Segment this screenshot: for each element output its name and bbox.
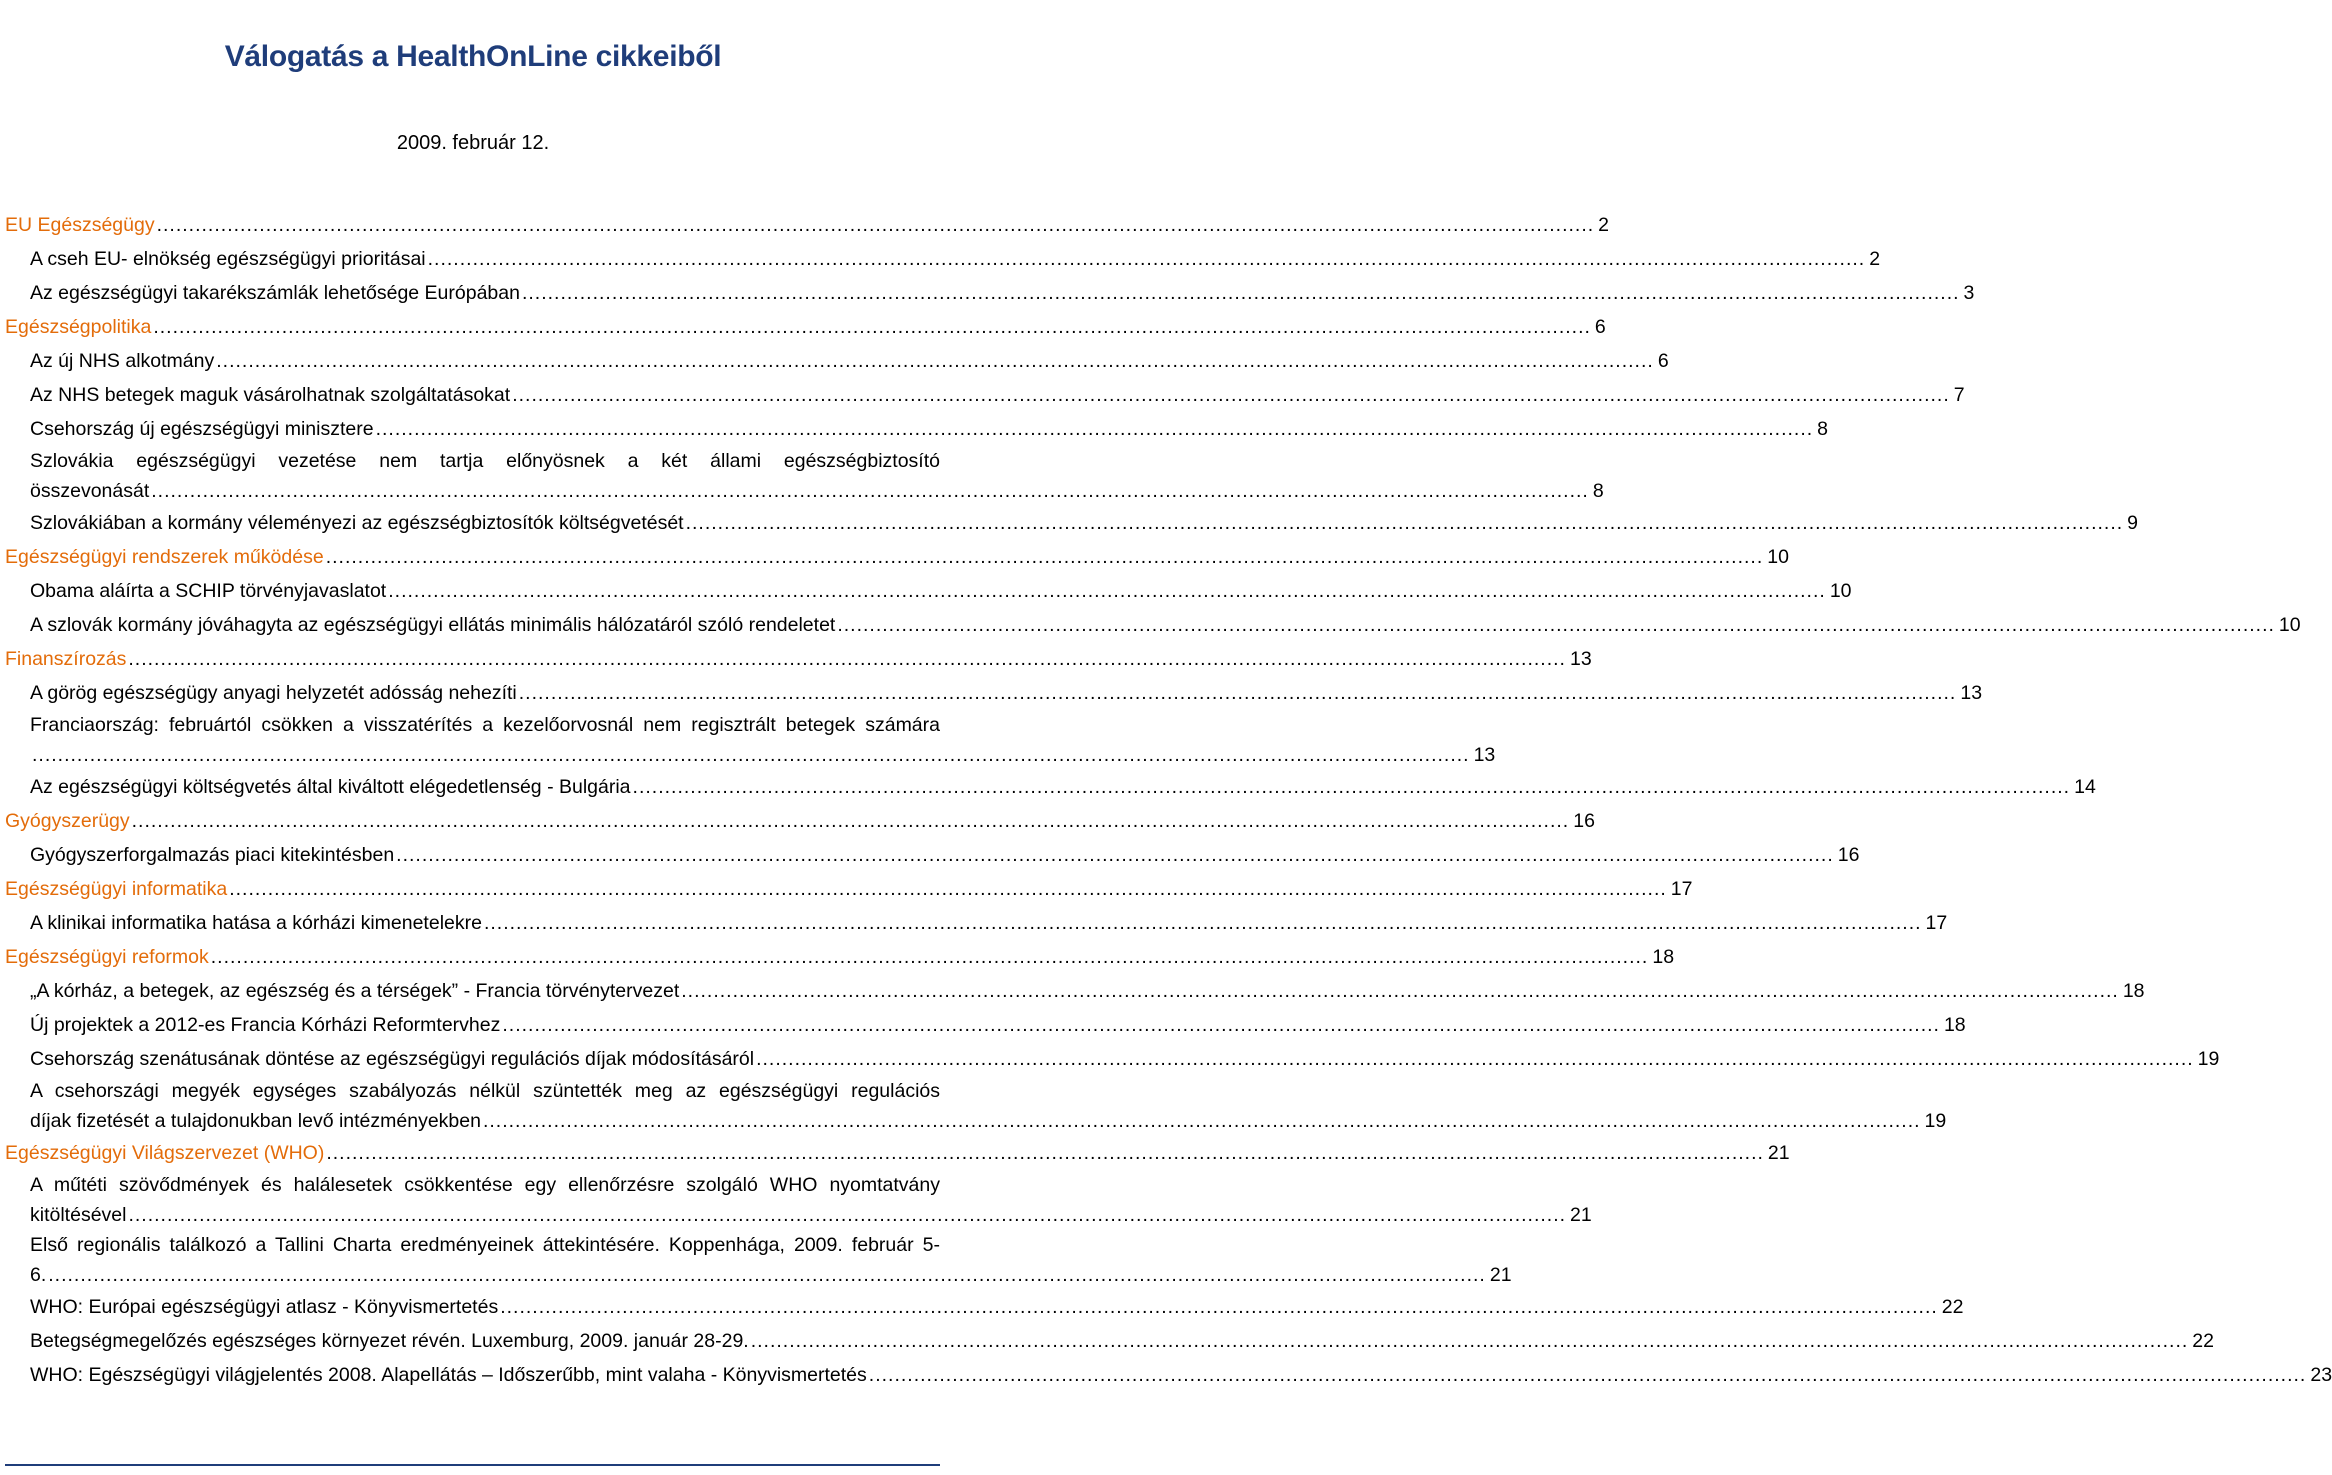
toc-entry-text: Gyógyszerforgalmazás piaci kitekintésben	[30, 844, 395, 866]
toc-page-number: 16	[1837, 844, 1860, 866]
toc-page-number: 16	[1573, 810, 1595, 832]
toc-article-entry[interactable]	[30, 1008, 1966, 1042]
toc-article-entry[interactable]	[30, 1324, 2214, 1358]
toc-page-number: 7	[1953, 384, 1965, 406]
toc-page-number: 18	[1652, 946, 1675, 968]
dot-leader	[869, 1358, 2307, 1392]
toc-page-number: 19	[1924, 1110, 1947, 1132]
toc-entry-text: Csehország szenátusának döntése az egészségügyi regulációs díjak módosításáról	[30, 1048, 755, 1070]
toc-entry-text: Az új NHS alkotmány	[30, 350, 215, 372]
toc-entry-text: Szlovákiában a kormány véleményezi az egészségbiztosítók költségvetését	[30, 512, 684, 534]
toc-page-number: 2	[1869, 248, 1881, 270]
toc-page-number: 2	[1598, 214, 1610, 236]
toc-entry-text-line1: Franciaország: februártól csökken a visszatérítés a kezelőorvosnál nem regisztrált betegek számára	[30, 714, 940, 736]
toc-entry-text-line1: A műtéti szövődmények és halálesetek csökkentése egy ellenőrzésre szolgáló WHO nyomtatvány	[30, 1174, 940, 1196]
dot-leader	[751, 1324, 2189, 1358]
toc-page-number: 21	[1489, 1264, 1512, 1286]
toc-entry-text-line1: Első regionális találkozó a Tallini Charta eredményeinek áttekintésére. Koppenhága, 2009. február 5-	[30, 1234, 940, 1256]
dot-leader	[512, 378, 1950, 412]
toc-entry-text: „A kórház, a betegek, az egészség és a térségek” - Francia törvénytervezet	[30, 980, 680, 1002]
toc-entry-text: Egészségügyi Világszervezet (WHO)	[5, 1142, 325, 1164]
dot-leader	[484, 906, 1922, 940]
toc-page-number: 6	[1657, 350, 1669, 372]
toc-article-entry[interactable]	[30, 1076, 1947, 1136]
toc-entry-text: Csehország új egészségügyi minisztere	[30, 418, 374, 440]
table-of-contents	[5, 208, 2332, 1392]
toc-chapter-entry[interactable]	[5, 1136, 1790, 1170]
toc-page-number: 13	[1569, 648, 1592, 670]
toc-entry-text: A szlovák kormány jóváhagyta az egészségügyi ellátás minimális hálózatáról szóló rendeletet	[30, 614, 836, 636]
dot-leader	[522, 276, 1960, 310]
toc-article-entry[interactable]	[30, 446, 1604, 506]
toc-entry-text: Az NHS betegek maguk vásárolhatnak szolgáltatásokat	[30, 384, 511, 406]
toc-entry-text: A cseh EU- elnökség egészségügyi prioritásai	[30, 248, 426, 270]
document-date: 2009. február 12.	[396, 132, 550, 154]
dot-leader	[153, 310, 1591, 344]
toc-entry-text-line1: A csehországi megyék egységes szabályozás nélkül szüntették meg az egészségügyi regulációs	[30, 1080, 940, 1102]
dot-leader	[48, 1260, 1486, 1290]
toc-chapter-entry[interactable]	[5, 208, 1610, 242]
toc-article-entry[interactable]	[30, 838, 1860, 872]
toc-page-number: 18	[1943, 1014, 1966, 1036]
footer-divider	[5, 1464, 940, 1466]
toc-page-number: 14	[2074, 776, 2096, 798]
toc-chapter-entry[interactable]	[5, 804, 1595, 838]
toc-entry-text: 6.	[30, 1264, 47, 1286]
toc-entry-text: A görög egészségügy anyagi helyzetét adósság nehezíti	[30, 682, 517, 704]
toc-entry-text: EU Egészségügy	[5, 214, 155, 236]
dot-leader	[151, 476, 1589, 506]
toc-article-entry[interactable]	[30, 412, 1829, 446]
toc-article-entry[interactable]	[30, 770, 2096, 804]
dot-leader	[686, 506, 2124, 540]
dot-leader	[837, 608, 2275, 642]
dot-leader	[229, 872, 1667, 906]
toc-page-number: 3	[1963, 282, 1975, 304]
toc-page-number: 9	[2127, 512, 2139, 534]
toc-entry-text: Finanszírozás	[5, 648, 127, 670]
toc-page-number: 10	[2278, 614, 2301, 636]
toc-article-entry[interactable]	[30, 1170, 1592, 1230]
toc-entry-text: Új projektek a 2012-es Francia Kórházi Reformtervhez	[30, 1014, 501, 1036]
dot-leader	[519, 676, 1957, 710]
toc-page-number: 10	[1829, 580, 1852, 602]
toc-entry-text: Az egészségügyi költségvetés által kiváltott elégedetlenség - Bulgária	[30, 776, 631, 798]
toc-page-number: 8	[1592, 480, 1604, 502]
toc-article-entry[interactable]	[30, 276, 1975, 310]
toc-article-entry[interactable]	[30, 608, 2301, 642]
toc-page-number: 21	[1767, 1142, 1790, 1164]
document-title: Válogatás a HealthOnLine cikkeiből	[224, 40, 722, 73]
dot-leader	[211, 940, 1649, 974]
toc-entry-text: WHO: Egészségügyi világjelentés 2008. Alapellátás – Időszerűbb, mint valaha - Könyvismertetés	[30, 1364, 867, 1386]
toc-entry-text: Egészségügyi rendszerek működése	[5, 546, 324, 568]
toc-entry-text: Egészségpolitika	[5, 316, 152, 338]
toc-article-entry[interactable]	[30, 378, 1965, 412]
dot-leader	[128, 642, 1566, 676]
toc-page-number: 22	[2192, 1330, 2214, 1352]
toc-page-number: 6	[1594, 316, 1606, 338]
dot-leader	[681, 974, 2119, 1008]
toc-chapter-entry[interactable]	[5, 540, 1789, 574]
toc-page-number: 22	[1941, 1296, 1964, 1318]
toc-article-entry[interactable]	[30, 1358, 2332, 1392]
toc-chapter-entry[interactable]	[5, 310, 1606, 344]
toc-chapter-entry[interactable]	[5, 872, 1693, 906]
toc-article-entry[interactable]	[30, 574, 1852, 608]
toc-page-number: 13	[1960, 682, 1983, 704]
toc-article-entry[interactable]	[30, 1290, 1964, 1324]
toc-entry-text: Betegségmegelőzés egészséges környezet révén. Luxemburg, 2009. január 28-29.	[30, 1330, 749, 1352]
dot-leader	[756, 1042, 2194, 1076]
toc-entry-text: Gyógyszerügy	[5, 810, 130, 832]
toc-article-entry[interactable]	[30, 974, 2145, 1008]
dot-leader	[483, 1106, 1921, 1136]
dot-leader	[128, 1200, 1566, 1230]
toc-page-number: 10	[1767, 546, 1789, 568]
dot-leader	[500, 1290, 1938, 1324]
toc-entry-text: kitöltésével	[30, 1204, 127, 1226]
toc-article-entry[interactable]	[30, 1230, 1512, 1290]
toc-entry-text: díjak fizetését a tulajdonukban levő intézményekben	[30, 1110, 481, 1132]
toc-page-number: 23	[2310, 1364, 2332, 1386]
dot-leader	[326, 1136, 1764, 1170]
toc-entry-text: Obama aláírta a SCHIP törvényjavaslatot	[30, 580, 387, 602]
toc-page-number: 19	[2197, 1048, 2220, 1070]
dot-leader	[132, 804, 1570, 838]
toc-page-number: 13	[1473, 744, 1496, 766]
toc-article-entry[interactable]	[30, 676, 1983, 710]
toc-entry-text: Egészségügyi reformok	[5, 946, 209, 968]
toc-page-number: 8	[1817, 418, 1829, 440]
dot-leader	[216, 344, 1654, 378]
toc-chapter-entry[interactable]	[5, 642, 1592, 676]
toc-entry-text: A klinikai informatika hatása a kórházi kimenetelekre	[30, 912, 482, 934]
toc-article-entry[interactable]	[30, 1042, 2220, 1076]
dot-leader	[633, 770, 2071, 804]
toc-article-entry[interactable]	[30, 242, 1881, 276]
toc-entry-text-line1: Szlovákia egészségügyi vezetése nem tartja előnyösnek a két állami egészségbiztosító	[30, 450, 940, 472]
toc-page-number: 17	[1925, 912, 1948, 934]
dot-leader	[157, 208, 1595, 242]
toc-page-number: 18	[2122, 980, 2145, 1002]
toc-entry-text: Az egészségügyi takarékszámlák lehetősége Európában	[30, 282, 520, 304]
dot-leader	[326, 540, 1764, 574]
dot-leader	[502, 1008, 1940, 1042]
dot-leader	[396, 838, 1834, 872]
toc-article-entry[interactable]	[30, 344, 1669, 378]
toc-entry-text: összevonását	[30, 480, 150, 502]
dot-leader	[376, 412, 1814, 446]
toc-page-number: 17	[1670, 878, 1693, 900]
toc-chapter-entry[interactable]	[5, 940, 1675, 974]
dot-leader	[428, 242, 1866, 276]
dot-leader	[388, 574, 1826, 608]
dot-leader	[32, 740, 1470, 770]
toc-article-entry[interactable]	[30, 710, 1496, 770]
toc-entry-text: Egészségügyi informatika	[5, 878, 228, 900]
toc-page-number: 21	[1570, 1204, 1592, 1226]
toc-entry-text: WHO: Európai egészségügyi atlasz - Könyvismertetés	[30, 1296, 499, 1318]
toc-article-entry[interactable]	[30, 506, 2139, 540]
toc-article-entry[interactable]	[30, 906, 1948, 940]
